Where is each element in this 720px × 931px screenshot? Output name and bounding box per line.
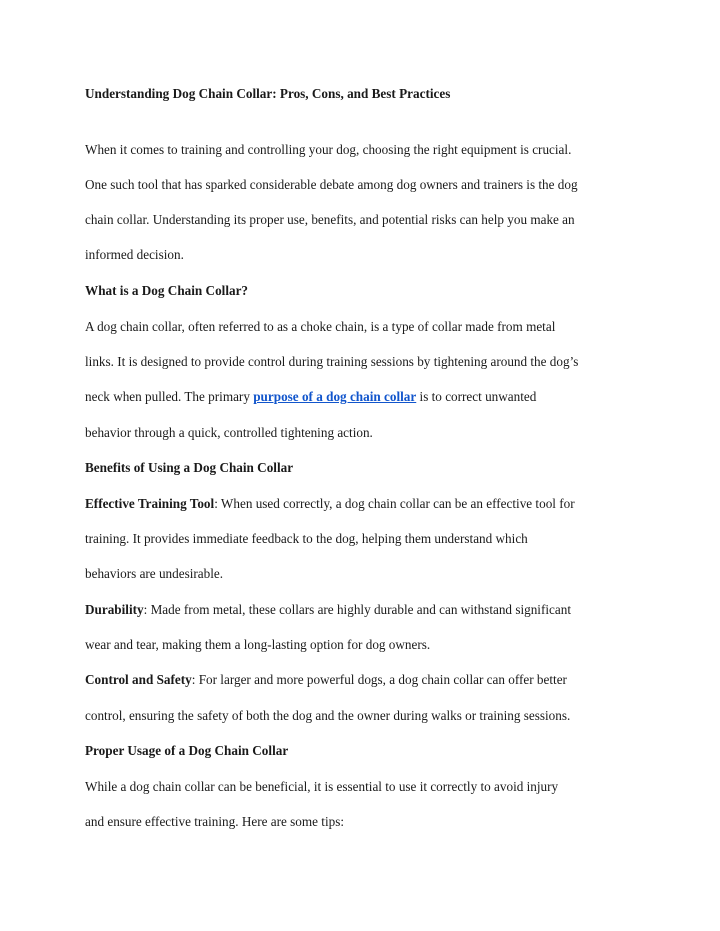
benefit-2-line-2: wear and tear, making them a long-lasting option for dog owners. [85, 637, 431, 652]
intro-line-2: One such tool that has sparked considerable debate among dog owners and trainers is the dog [85, 177, 578, 192]
section-heading-what-is: What is a Dog Chain Collar? [85, 283, 249, 298]
benefit-1-line-3: behaviors are undesirable. [85, 566, 224, 581]
section1-line-3-before: neck when pulled. The primary [85, 389, 254, 404]
benefit-1-line-1 [85, 496, 575, 512]
section3-line-2: and ensure effective training. Here are some tips: [85, 814, 345, 829]
benefit-2-line-1 [85, 602, 571, 618]
benefit-2-term: Durability [85, 602, 144, 617]
benefit-2-text: : Made from metal, these collars are highly durable and can withstand significant [143, 602, 571, 617]
purpose-of-dog-chain-collar-link[interactable]: purpose of a dog chain collar [253, 389, 417, 404]
benefit-3-line-2: control, ensuring the safety of both the dog and the owner during walks or training sessions. [85, 708, 571, 723]
intro-line-4: informed decision. [85, 247, 184, 262]
section-heading-proper-usage: Proper Usage of a Dog Chain Collar [85, 743, 289, 758]
section1-line-4: behavior through a quick, controlled tightening action. [85, 425, 373, 440]
benefit-1-line-2: training. It provides immediate feedback to the dog, helping them understand which [85, 531, 528, 546]
section1-line-2: links. It is designed to provide control during training sessions by tightening around the dog’s [85, 354, 579, 369]
intro-line-3: chain collar. Understanding its proper use, benefits, and potential risks can help you make an [85, 212, 575, 227]
benefit-3-line-1 [85, 672, 567, 688]
benefit-3-term: Control and Safety [85, 672, 192, 687]
benefit-1-text: : When used correctly, a dog chain collar can be an effective tool for [214, 496, 575, 511]
intro-line-1: When it comes to training and controlling your dog, choosing the right equipment is crucial. [85, 142, 572, 157]
document-title: Understanding Dog Chain Collar: Pros, Cons, and Best Practices [85, 86, 451, 101]
benefit-3-text: : For larger and more powerful dogs, a dog chain collar can offer better [191, 672, 567, 687]
section1-line-1: A dog chain collar, often referred to as a choke chain, is a type of collar made from metal [85, 319, 556, 334]
section3-line-1: While a dog chain collar can be beneficial, it is essential to use it correctly to avoid injury [85, 779, 559, 794]
benefit-1-term: Effective Training Tool [85, 496, 215, 511]
section1-line-3-after: is to correct unwanted [416, 389, 537, 404]
section1-line-3 [85, 389, 536, 405]
section-heading-benefits: Benefits of Using a Dog Chain Collar [85, 460, 294, 475]
